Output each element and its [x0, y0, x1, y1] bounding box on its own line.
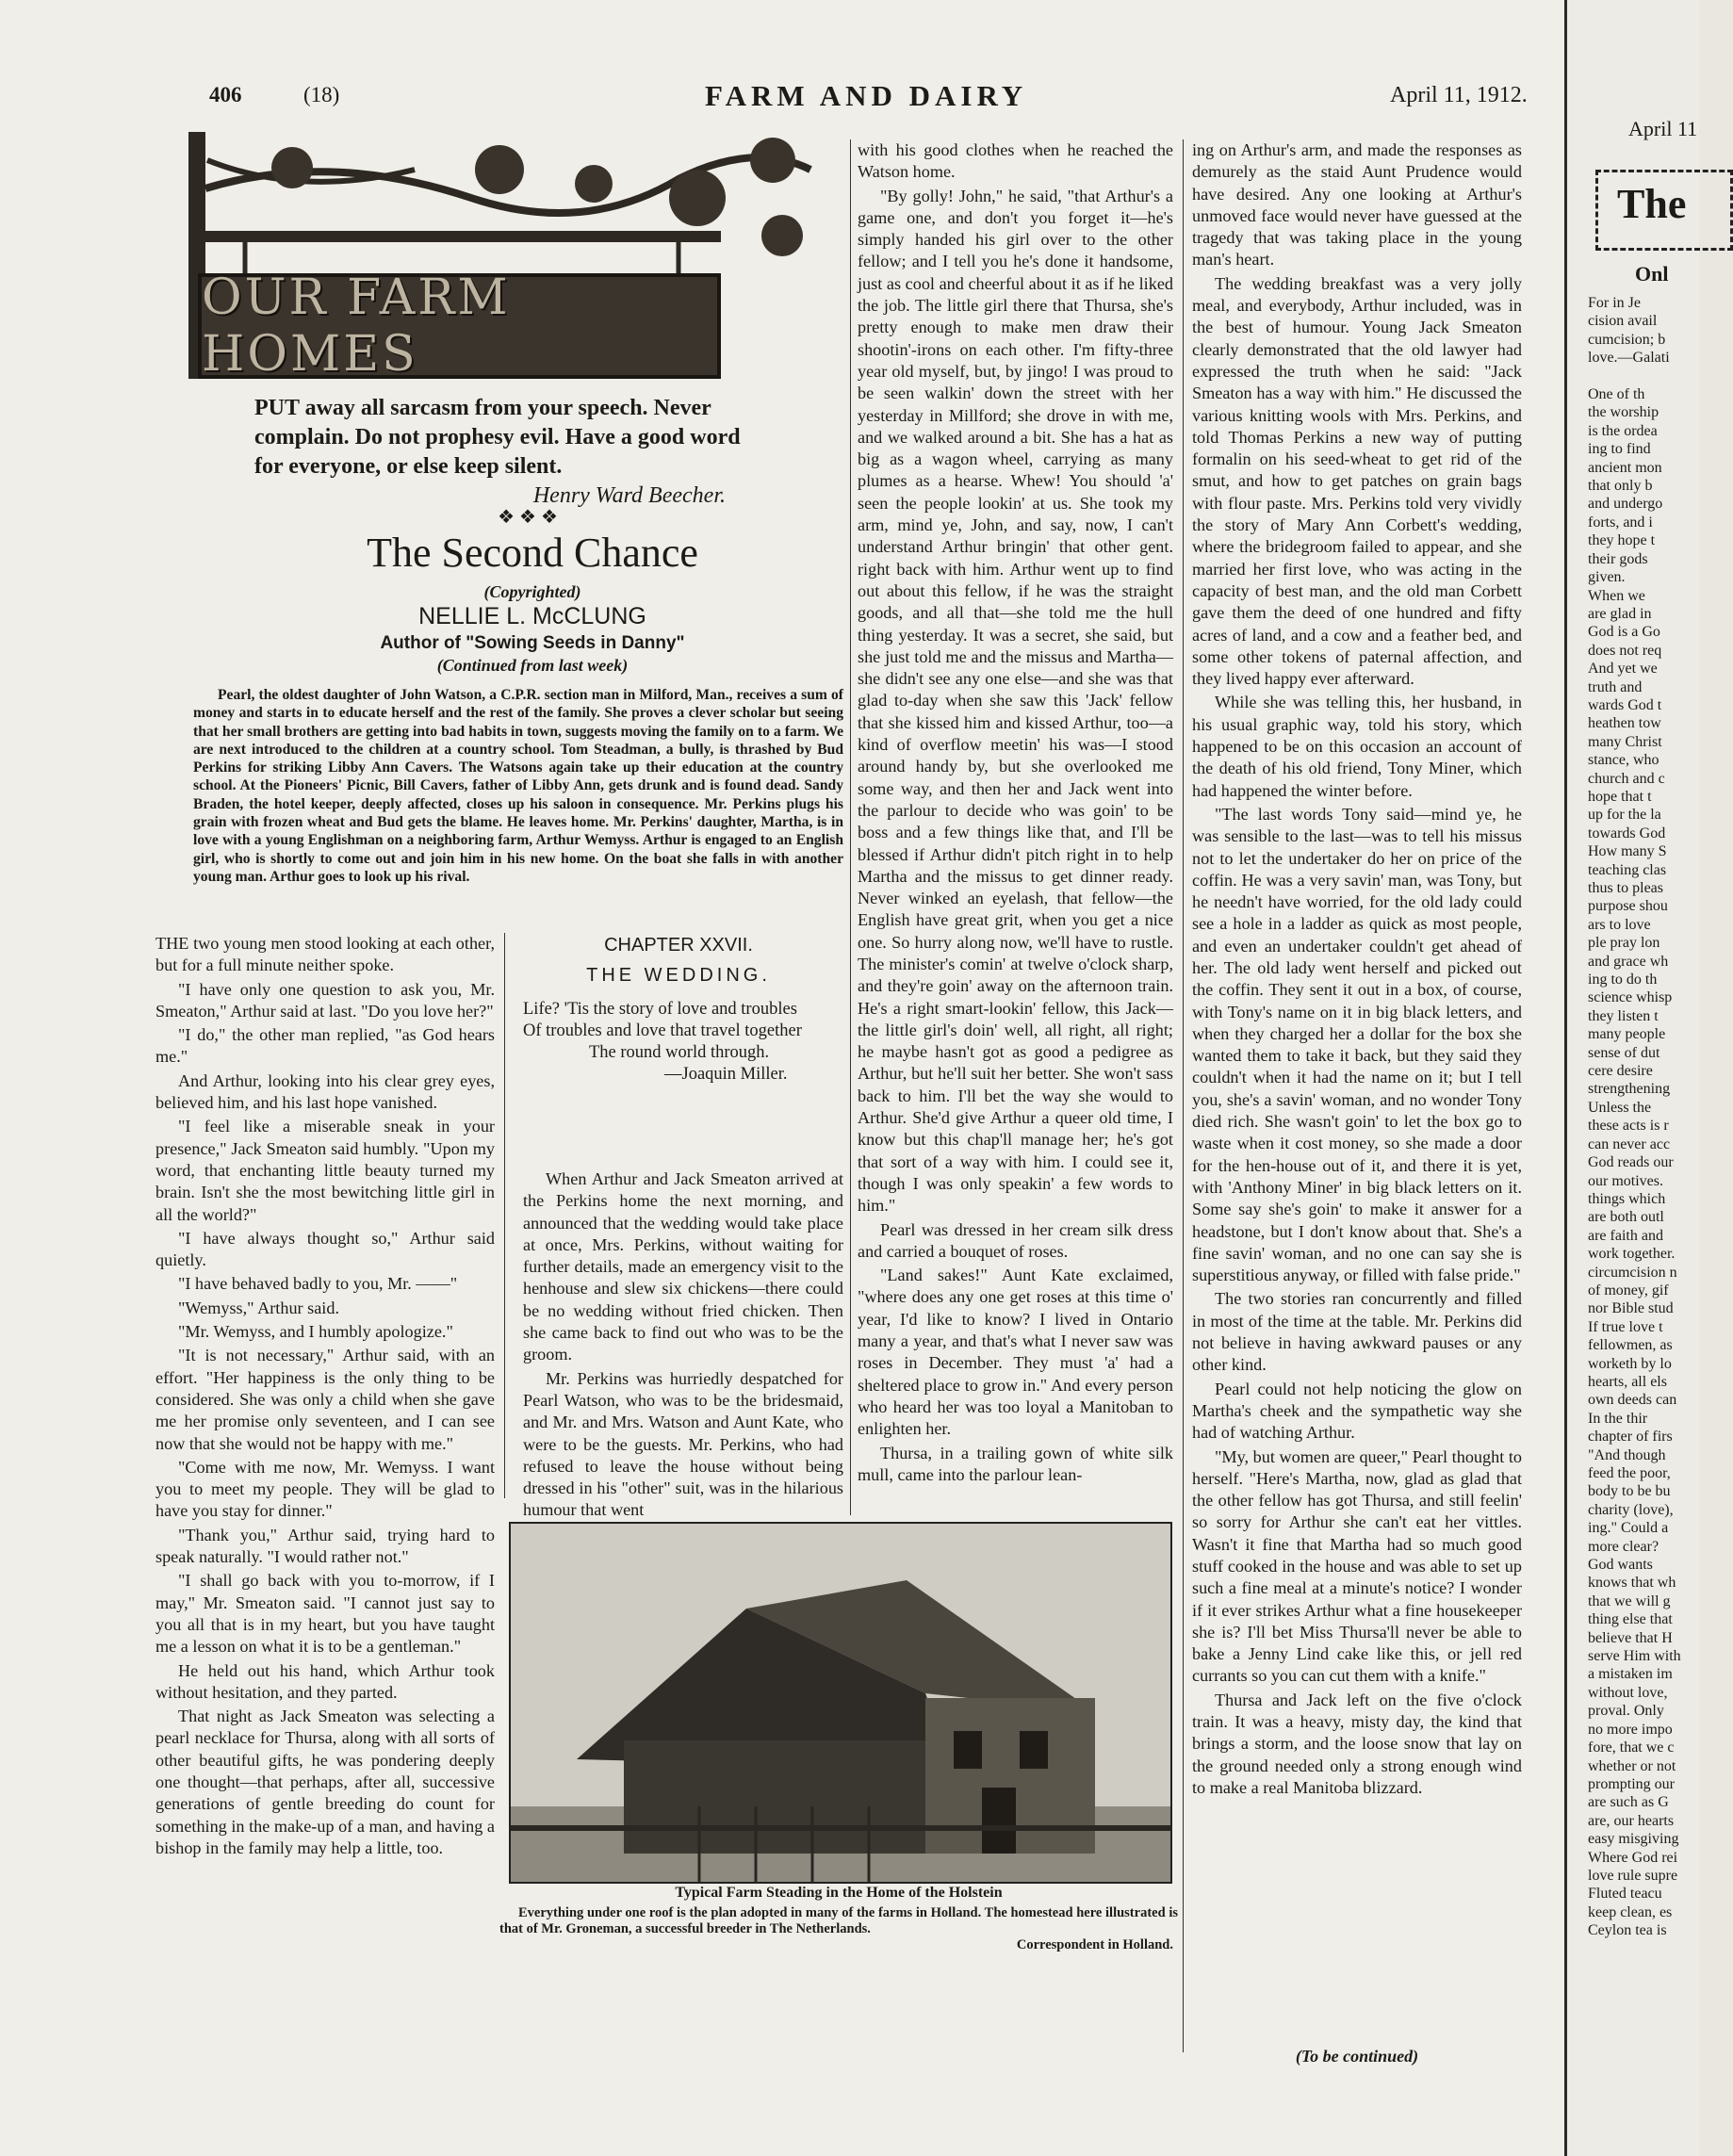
paragraph: "I have always thought so," Arthur said quietly.	[155, 1228, 495, 1270]
paragraph: Mr. Perkins was hurriedly despatched for Pearl Watson, who was to be the bridesmaid, and Mr. and Mrs. Watson and Aunt Kate, who were to be the guests. Mr. Perkins, who had refused to leave the house without being dressed in his "other" suit, was in the hilarious humour that went	[523, 1368, 843, 1520]
text-line: they hope t	[1588, 532, 1656, 549]
text-line: circumcision n	[1588, 1264, 1677, 1281]
text-line: ing to do th	[1588, 972, 1658, 988]
text-line: are faith and	[1588, 1227, 1663, 1244]
photo-credit: Correspondent in Holland.	[1016, 1937, 1173, 1952]
masthead: FARM AND DAIRY	[705, 79, 1028, 112]
text-line: heathen tow	[1588, 715, 1661, 732]
text-line: they listen t	[1588, 1007, 1659, 1024]
text-line: Fluted teacu	[1588, 1886, 1662, 1903]
story-title: The Second Chance	[367, 530, 698, 576]
text-line: chapter of firs	[1588, 1429, 1673, 1446]
paragraph: Pearl was dressed in her cream silk dress and carried a bouquet of roses.	[858, 1219, 1173, 1261]
banner-board	[198, 270, 721, 383]
text-line: fore, that we c	[1588, 1740, 1675, 1756]
text-line: And yet we	[1588, 661, 1658, 678]
adjacent-page-fragment	[1564, 0, 1699, 2156]
paragraph: ing on Arthur's arm, and made the responses as demurely as the staid Aunt Prudence would have desired. Any one looking at Arthur's unmoved face would never have guessed at the tragedy that was taking place in the young man's heart.	[1192, 140, 1522, 270]
text-line: thing else that	[1588, 1611, 1673, 1628]
banner-title: OUR FARM HOMES	[202, 270, 511, 383]
poem-attribution: —Joaquin Miller.	[664, 1065, 788, 1084]
paragraph: "My, but women are queer," Pearl thought to herself. "Here's Martha, now, glad as glad that the other fellow has got Thursa, and still feelin' so sorry for Arthur she can't eat her vittles. Wasn't it fine that Martha had so much good stuff cooked in the house and was able to set up such a fine meal at a minute's notice? I wonder if it ever strikes Arthur what a fine housekeeper she is? I'll bet Miss Thursa'll never be able to bake a Jenny Lind cake like this, or jell red currants so you can cut them with a knife."	[1192, 1446, 1522, 1686]
story-author: NELLIE L. McCLUNG	[418, 603, 646, 629]
column-rule	[504, 933, 505, 1498]
poem-line: The round world through.	[589, 1043, 770, 1062]
text-line: ancient mon	[1588, 459, 1662, 476]
paragraph: The two stories ran concurrently and filled in most of the time at the table. Mr. Perkins did not believe in having awkward pauses or any other kind.	[1192, 1289, 1522, 1375]
text-line: hearts, all els	[1588, 1373, 1667, 1390]
photo-caption-title: Typical Farm Steading in the Home of the Holstein	[675, 1885, 1003, 1901]
text-line: work together.	[1588, 1246, 1676, 1263]
text-line: God reads our	[1588, 1154, 1674, 1171]
text-line: God wants	[1588, 1557, 1653, 1574]
text-line: are such as G	[1588, 1794, 1669, 1811]
author-of: Author of "Sowing Seeds in Danny"	[380, 633, 685, 653]
chapter-poem	[523, 999, 843, 1131]
ornament: ❖ ❖ ❖	[498, 507, 558, 528]
text-line: In the thir	[1588, 1410, 1648, 1427]
text-line: purpose shou	[1588, 898, 1668, 915]
to-be-continued: (To be continued)	[1295, 2047, 1419, 2066]
text-line: our motives.	[1588, 1172, 1663, 1189]
section-number: (18)	[303, 83, 340, 106]
text-line: One of th	[1588, 386, 1645, 403]
text-line: given.	[1588, 569, 1626, 586]
text-line: For in Je	[1588, 295, 1641, 311]
text-line: Unless the	[1588, 1099, 1652, 1116]
text-line: more clear?	[1588, 1538, 1659, 1555]
text-line: Ceylon tea is	[1588, 1922, 1667, 1939]
text-line: of money, gif	[1588, 1282, 1669, 1298]
text-line: truth and	[1588, 678, 1643, 695]
text-line: fellowmen, as	[1588, 1337, 1673, 1354]
paragraph: "I have only one question to ask you, Mr. Smeaton," Arthur said at last. "Do you love her?"	[155, 979, 495, 1021]
text-line: easy misgiving	[1588, 1831, 1679, 1848]
paragraph: "The last words Tony said—mind ye, he was sensible to the last—was to tell his missus not to let the undertaker do her on price of the coffin. He was a very savin' man, was Tony, but he needn't have worried, for the old lady could see a hole in a ladder as quick as most people, and even an undertaker couldn't get ahead of her. The old lady went herself and picked out the coffin. They sent it out in a box, of course, with Tony's name on it in big black letters, and when they charged her a dollar for the box she wanted them to take it back, but they said they couldn't when it had the name on it; but I tell you, she's a savin' woman, and no wonder Tony died rich. She wasn't goin' to let the box go to waste when it cost money, so she made a door for the hen-house out of it, and there it is yet, with 'Anthony Miner' in big black letters on it. Some say she's goin' to make it answer for a headstone, but I don't know about that. She's a fine savin' woman, and no one can say she is superstitious anyway, or filled with false pride."	[1192, 804, 1522, 1285]
text-line: cere desire	[1588, 1063, 1653, 1080]
text-line: ing." Could a	[1588, 1520, 1669, 1537]
text-line: is the ordea	[1588, 422, 1658, 439]
text-line: knows that wh	[1588, 1575, 1676, 1592]
chapter-title: THE WEDDING.	[586, 965, 771, 986]
right-page-date: April 11	[1628, 117, 1698, 140]
text-line: nor Bible stud	[1588, 1300, 1674, 1317]
quote-author: Henry Ward Beecher.	[532, 483, 726, 508]
text-line: wards God t	[1588, 696, 1662, 713]
paragraph: The wedding breakfast was a very jolly meal, and everybody, Arthur included, was in the best of humour. Young Jack Smeaton clearly demonstrated that the old lawyer had expressed the truth when he said: "Jack Smeaton has a way with him." He discussed the various knitting wools with Mrs. Perkins, and told Thomas Perkins a new way of putting formalin on his seed-wheat to get rid of the smut, and how to get patches on grain bags with flour paste. Mrs. Perkins told very vividly the story of Mary Ann Corbett's wedding, where the bridegroom failed to appear, and she married her first love, who was acting in the capacity of best man, and the old man Corbett gave them the deed of one hundred and fifty acres of land, and a cow and a feather bed, and some other tokens of paternal affection, and they lived happy ever afterward.	[1192, 273, 1522, 689]
photo-caption-text: Everything under one roof is the plan adopted in many of the farms in Holland. The homestead here illustrated is that of Mr. Groneman, a successful breeder in The Netherlands.	[499, 1905, 1178, 1936]
text-line: many Christ	[1588, 733, 1662, 750]
text-line: cision avail	[1588, 313, 1658, 330]
text-line: strengthening	[1588, 1081, 1671, 1098]
synopsis: Pearl, the oldest daughter of John Watson, a C.P.R. section man in Milford, Man., receives a sum of money and starts in to educate herself and the rest of the family. She proves a clever scholar but seeing that her small brothers are getting into bad habits in town, suggests moving the family on to a farm. We are next introduced to the children at a country school. Tom Steadman, a bully, is thrashed by Bud Perkins for striking Libby Ann Cavers. The Watsons again take up their education at the country school. At the Pioneers' Picnic, Bill Cavers, father of Libby Ann, gets drunk and is found dead. Sandy Braden, the hotel keeper, deeply affected, closes up his saloon in consequence. Mr. Perkins plugs his grain with frozen wheat and Bud gets the blame. He leaves home. Mr. Perkins' daughter, Martha, is in love with a young Englishman on a neighboring farm, Arthur Wemyss. Arthur is engaged to an English girl, who is shortly to come out and join him in his new home. On the boat she falls in with another young man. Arthur goes to look up his rival.	[193, 687, 843, 885]
right-page-text	[1588, 294, 1681, 1940]
text-line: that only b	[1588, 478, 1653, 495]
text-line: ple pray lon	[1588, 935, 1660, 952]
continued-note: (Continued from last week)	[436, 656, 629, 675]
our-farm-homes-banner	[188, 132, 820, 382]
text-line: keep clean, es	[1588, 1903, 1673, 1920]
text-line: whether or not	[1588, 1757, 1676, 1774]
column-rule	[1183, 139, 1184, 2052]
column-rule	[850, 139, 851, 1515]
right-page-box-title: The	[1617, 181, 1687, 227]
story-column-4	[1192, 139, 1522, 2052]
paragraph: "By golly! John," he said, "that Arthur's a game one, and don't you forget it—he's simply handed his girl over to the other fellow; and I tell you he's done it handsome, just as cool and cheerful about it as if he liked the job. The little girl there that Thursa, she's pretty enough to make men draw their shootin'-irons on each other. I'm fifty-three year old myself, but, by jingo! I was proud to be seen walkin' down the street with her yesterday in Millford; she drove in with me, and we walked around a bit. She has a hat as big as a wagon wheel, carrying as many plumes as a hearse. Whew! You should 'a' seen the people lookin' at us. She took my arm, mind ye, John, and say, now, I can't understand Arthur bringin' that other gent. right back with him. Arthur went up to find out about this fellow, if he was the straight goods, and all that—she told me the hull thing yesterday. It was a secret, she said, but she just told me and the missus and Martha—she didn't see any one else—and she was that glad to-day when she saw this 'Jack' fellow that she kissed him and kissed Arthur, too—a kind of overflow meetin' his was—I stood around handy by, but she overlooked me some way, and then her and Jack went into the parlour to decide who was goin' to be boss and a few things like that, and I'll be blessed if Arthur didn't pitch right in to help Martha and the missus to get dinner ready. Never winked an eyelash, that fellow—the English have great grit, when you get a nice one. So hurry along now, we'll have to rustle. The minister's comin' at twelve o'clock sharp, and they're goin' away on the afternoon train. He's a right smart-lookin' fellow, this Jack—the little girl's doin' well, all right, all right; he maybe hasn't got as good a pedigree as Arthur, but he'll suit her better. She won't sass back to him. I'll bet the way she would to Arthur. She'd give Arthur a queer old time, I know but this chap'll manage her; he's got that sort of a way with him. I could see it, though I was only speakin' a few words to him."	[858, 186, 1173, 1216]
text-line: teaching clas	[1588, 861, 1667, 878]
text-line: up for the la	[1588, 807, 1661, 824]
text-line: charity (love),	[1588, 1501, 1674, 1518]
text-line: body to be bu	[1588, 1483, 1671, 1500]
text-line: that we will g	[1588, 1592, 1671, 1609]
text-line	[1588, 368, 1681, 385]
farmhouse-image	[511, 1524, 1170, 1882]
text-line: ing to find	[1588, 441, 1651, 458]
text-line: things which	[1588, 1190, 1666, 1207]
paragraph: Thursa, in a trailing gown of white silk mull, came into the parlour lean-	[858, 1443, 1173, 1484]
paragraph: And Arthur, looking into his clear grey eyes, believed him, and his last hope vanished.	[155, 1070, 495, 1113]
paragraph: with his good clothes when he reached the Watson home.	[858, 140, 1173, 182]
text-line: these acts is r	[1588, 1118, 1669, 1135]
text-line: science whisp	[1588, 989, 1673, 1006]
story-column-2	[523, 1168, 843, 1520]
paragraph: He held out his hand, which Arthur took without hesitation, and they parted.	[155, 1660, 495, 1702]
paragraph: That night as Jack Smeaton was selecting a pearl necklace for Thursa, along with all sorts of other beautiful gifts, he was pondering deeply one thought—that perhaps, after all, successive generations of gentle breeding do count for something in the make-up of a man, and having a bishop in the family may help a little, too.	[155, 1707, 495, 1857]
text-line: no more impo	[1588, 1721, 1673, 1738]
text-line: Where God rei	[1588, 1849, 1678, 1866]
text-line: the worship	[1588, 404, 1659, 421]
text-line: are glad in	[1588, 605, 1652, 622]
right-page-box	[1595, 170, 1733, 251]
text-line: own deeds can	[1588, 1392, 1677, 1409]
right-page-subtitle: Onl	[1635, 262, 1669, 286]
paragraph: "Come with me now, Mr. Wemyss. I want you to meet my people. They will be glad to have you stay for dinner."	[155, 1457, 495, 1521]
text-line: can never acc	[1588, 1135, 1671, 1152]
text-line: and grace wh	[1588, 953, 1669, 970]
farm-steading-photo	[509, 1522, 1172, 1884]
text-line: God is a Go	[1588, 624, 1660, 641]
paragraph: "Thank you," Arthur said, trying hard to speak naturally. "I would rather not."	[155, 1525, 495, 1567]
text-line: stance, who	[1588, 752, 1659, 769]
text-line: church and c	[1588, 770, 1665, 787]
text-line: without love,	[1588, 1684, 1668, 1701]
paragraph: Thursa and Jack left on the five o'clock train. It was a heavy, misty day, the kind that brings a storm, and the loose snow that lay on the ground needed only a strong enough wind to make a real Manitoba blizzard.	[1192, 1690, 1522, 1797]
text-line: love.—Galati	[1588, 350, 1670, 367]
text-line: ars to love	[1588, 916, 1651, 933]
text-line: thus to pleas	[1588, 880, 1663, 896]
paragraph: "It is not necessary," Arthur said, with an effort. "Her happiness is the only thing to be considered. She was only a child when she gave me her promise only seventeen, and I can see now that she would not be happy with me."	[155, 1346, 495, 1453]
poem-line: Of troubles and love that travel together	[523, 1021, 802, 1040]
chapter-number: CHAPTER XXVII.	[604, 935, 753, 956]
text-line: towards God	[1588, 825, 1666, 841]
text-line: a mistaken im	[1588, 1666, 1673, 1683]
story-column-1	[155, 933, 495, 2064]
text-line: proval. Only	[1588, 1703, 1664, 1720]
text-line: sense of dut	[1588, 1044, 1660, 1061]
text-line: How many S	[1588, 843, 1667, 860]
story-column-3	[858, 139, 1173, 1511]
text-line: are both outl	[1588, 1209, 1664, 1226]
text-line: believe that H	[1588, 1629, 1673, 1646]
text-line: many people	[1588, 1026, 1666, 1043]
text-line: If true love t	[1588, 1318, 1663, 1335]
paragraph: When Arthur and Jack Smeaton arrived at the Perkins home the next morning, and announced that the wedding would take place at once, Mrs. Perkins, without waiting for further details, made an emergency visit to the henhouse and slew six chickens—there could be no wedding without fried chicken. Then she came back to find out who was to be the groom.	[523, 1169, 843, 1364]
paragraph: "Wemyss," Arthur said.	[178, 1298, 339, 1317]
text-line: "And though	[1588, 1446, 1666, 1463]
paragraph: "I feel like a miserable sneak in your presence," Jack Smeaton said humbly. "Upon my word, that enchanting little beauty turned my brain. Isn't she the most bewitching little girl in all the world?"	[155, 1117, 495, 1224]
paragraph: While she was telling this, her husband, in his usual graphic way, told his story, which happened to be on this occasion an account of the death of his old friend, Tony Miner, which had happened the winter before.	[1192, 693, 1522, 800]
paragraph: "Mr. Wemyss, and I humbly apologize."	[178, 1322, 453, 1342]
paragraph: Pearl could not help noticing the glow on Martha's cheek and the sympathetic way she had of watching Arthur.	[1192, 1379, 1522, 1443]
text-line: When we	[1588, 587, 1645, 604]
text-line: cumcision; b	[1588, 331, 1666, 348]
text-line: worketh by lo	[1588, 1355, 1672, 1372]
paragraph: THE two young men stood looking at each other, but for a full minute neither spoke.	[155, 934, 495, 975]
text-line: serve Him with	[1588, 1648, 1681, 1665]
issue-date: April 11, 1912.	[1390, 83, 1528, 107]
text-line: prompting our	[1588, 1775, 1675, 1792]
text-line: their gods	[1588, 550, 1648, 567]
poem-line: Life? 'Tis the story of love and troubles	[523, 1000, 797, 1019]
text-line: feed the poor,	[1588, 1465, 1671, 1481]
copyright-line: (Copyrighted)	[483, 582, 581, 601]
text-line: and undergo	[1588, 496, 1663, 513]
page-number: 406	[209, 83, 242, 106]
text-line: love rule supre	[1588, 1867, 1678, 1884]
paragraph: "Land sakes!" Aunt Kate exclaimed, "where does any one get roses at this time o' year, I'd like to know? I lived in Ontario many a year, and that's what I never saw was roses in December. They must 'a' had a sheltered place to grow in." And every person who heard her was too loyal a Manitoban to enlighten her.	[858, 1266, 1173, 1439]
text-line: does not req	[1588, 642, 1662, 659]
text-line: hope that t	[1588, 788, 1652, 805]
paragraph: "I do," the other man replied, "as God hears me."	[155, 1025, 495, 1067]
paragraph: "I shall go back with you to-morrow, if I may," Mr. Smeaton said. "I cannot just say to you all that is in my heart, but you have taught me a lesson on what it is to be a gentleman."	[155, 1571, 495, 1657]
text-line: are, our hearts	[1588, 1812, 1675, 1829]
quote-text: PUT away all sarcasm from your speech. Never complain. Do not prophesy evil. Have a good word for everyone, or else keep silent.	[254, 396, 741, 479]
paragraph: "I have behaved badly to you, Mr. ——"	[178, 1274, 458, 1294]
text-line: forts, and i	[1588, 514, 1653, 531]
beecher-quote	[254, 394, 763, 511]
